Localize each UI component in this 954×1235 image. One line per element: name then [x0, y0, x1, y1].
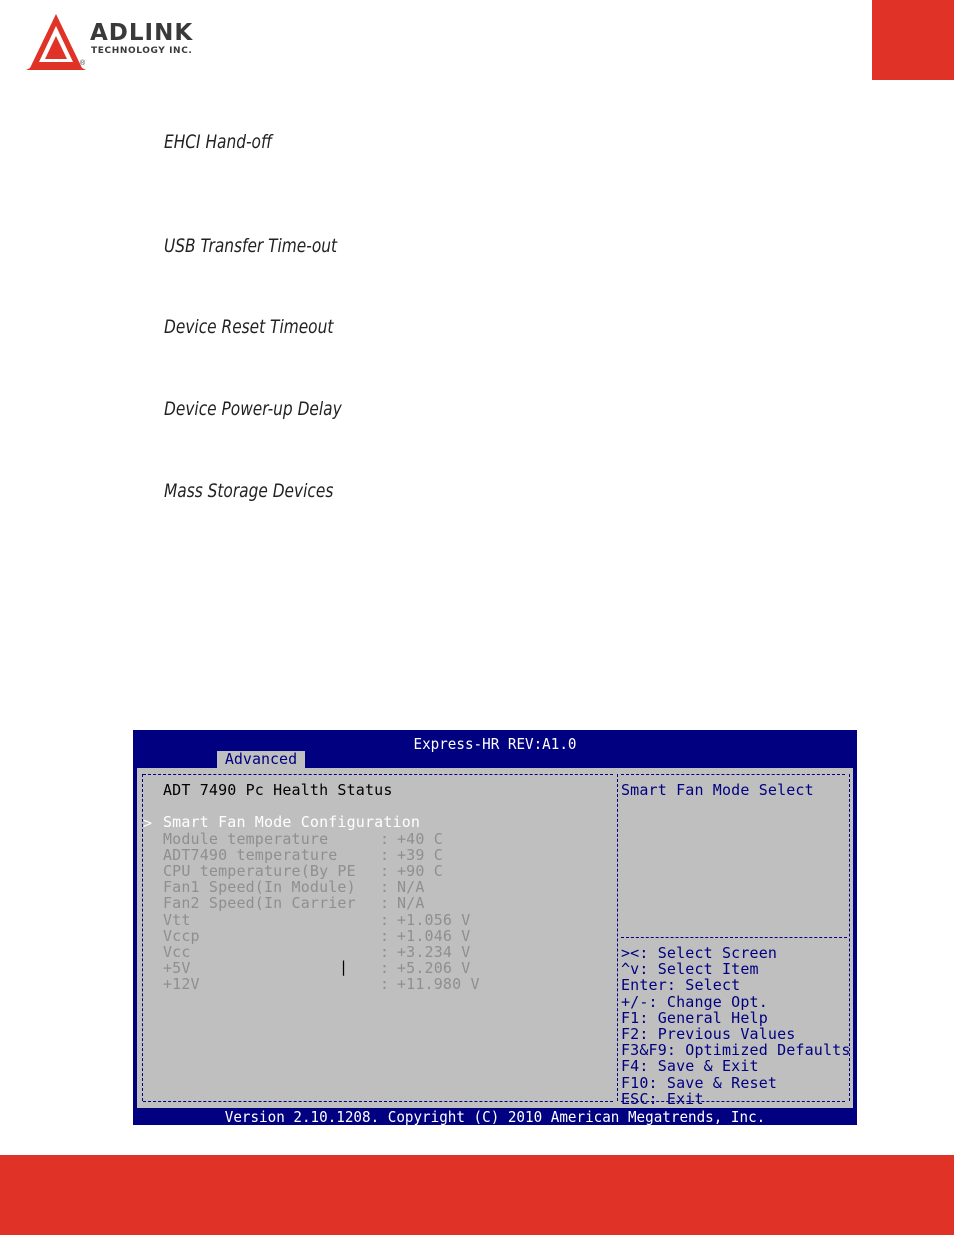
heading-device-reset-timeout: Device Reset Timeout	[164, 316, 334, 338]
health-row-value: N/A	[397, 878, 425, 897]
health-row	[163, 944, 623, 960]
health-row-value: +90 C	[397, 861, 443, 880]
health-row-separator: :	[380, 878, 390, 897]
section-title: ADT 7490 Pc Health Status	[163, 781, 393, 799]
key-help-item: F1: General Help	[621, 1008, 768, 1027]
key-help-item: F2: Previous Values	[621, 1024, 796, 1043]
health-row-value: +3.234 V	[397, 942, 471, 961]
key-help-item: F10: Save & Reset	[621, 1073, 778, 1092]
health-row-label: +5V	[163, 959, 191, 978]
bios-version: Version 2.10.1208. Copyright (C) 2010 American Megatrends, Inc.	[224, 1108, 766, 1125]
health-row-separator: :	[380, 942, 390, 961]
footer-bar	[0, 1155, 954, 1235]
selection-arrow-icon: >	[143, 814, 153, 832]
health-row	[163, 928, 623, 944]
key-help-item: +/-: Change Opt.	[621, 992, 768, 1011]
health-status-list	[163, 782, 623, 992]
adlink-triangle-icon	[26, 12, 86, 72]
health-row	[163, 960, 623, 976]
health-row	[163, 847, 623, 863]
health-row	[163, 863, 623, 879]
heading-ehci-hand-off: EHCI Hand-off	[164, 131, 273, 153]
key-help-item: ><: Select Screen	[621, 944, 778, 962]
heading-usb-transfer-time-out: USB Transfer Time-out	[164, 235, 338, 257]
health-row-separator: :	[380, 959, 390, 978]
health-row-separator: :	[380, 894, 390, 913]
health-row-label: Fan1 Speed(In Module)	[163, 878, 356, 897]
health-row-value: +39 C	[397, 845, 443, 864]
health-row	[163, 912, 623, 928]
health-row-value: +1.056 V	[397, 910, 471, 929]
menu-item-smart-fan-mode-configuration[interactable]: Smart Fan Mode Configuration	[163, 813, 421, 832]
health-row	[163, 879, 623, 895]
mouse-cursor-icon: |	[339, 958, 349, 976]
health-row-value: +40 C	[397, 829, 443, 848]
health-row-label: Vccp	[163, 926, 200, 945]
brand-tagline: TECHNOLOGY INC.	[91, 46, 193, 56]
health-row-value: +1.046 V	[397, 926, 471, 945]
registered-mark: ®	[80, 60, 86, 67]
health-row-separator: :	[380, 845, 390, 864]
health-row-label: Vtt	[163, 910, 191, 929]
health-row	[163, 895, 623, 911]
corner-tab	[872, 0, 954, 80]
health-row-label: Fan2 Speed(In Carrier	[163, 894, 356, 913]
key-help-item: ^v: Select Item	[621, 960, 759, 979]
help-title: Smart Fan Mode Select	[621, 781, 814, 799]
health-row-label: Vcc	[163, 942, 191, 961]
health-row-label: Module temperature	[163, 829, 329, 848]
key-help-item: F4: Save & Exit	[621, 1057, 759, 1076]
health-row-value: +5.206 V	[397, 959, 471, 978]
key-help-item: F3&F9: Optimized Defaults	[621, 1041, 851, 1060]
health-row-label: +12V	[163, 975, 200, 994]
heading-mass-storage-devices: Mass Storage Devices	[164, 480, 334, 502]
bios-title: Express-HR REV:A1.0	[413, 735, 577, 753]
tab-advanced[interactable]: Advanced	[217, 751, 305, 768]
health-row-separator: :	[380, 926, 390, 945]
key-help-list	[621, 945, 853, 1107]
bios-panel	[137, 768, 853, 1108]
heading-device-power-up-delay: Device Power-up Delay	[164, 398, 342, 420]
health-row-label: ADT7490 temperature	[163, 845, 338, 864]
health-row	[163, 831, 623, 847]
health-row-separator: :	[380, 861, 390, 880]
health-row-separator: :	[380, 829, 390, 848]
bios-screenshot	[133, 730, 857, 1125]
health-row-value: +11.980 V	[397, 975, 480, 994]
key-help-item: ESC: Exit	[621, 1089, 704, 1108]
health-row	[163, 976, 623, 992]
brand-name: ADLINK	[90, 20, 194, 46]
help-panel	[621, 782, 853, 798]
key-help-item: Enter: Select	[621, 976, 741, 995]
health-row-separator: :	[380, 910, 390, 929]
health-row-separator: :	[380, 975, 390, 994]
health-row-label: CPU temperature(By PE	[163, 861, 356, 880]
health-row-value: N/A	[397, 894, 425, 913]
